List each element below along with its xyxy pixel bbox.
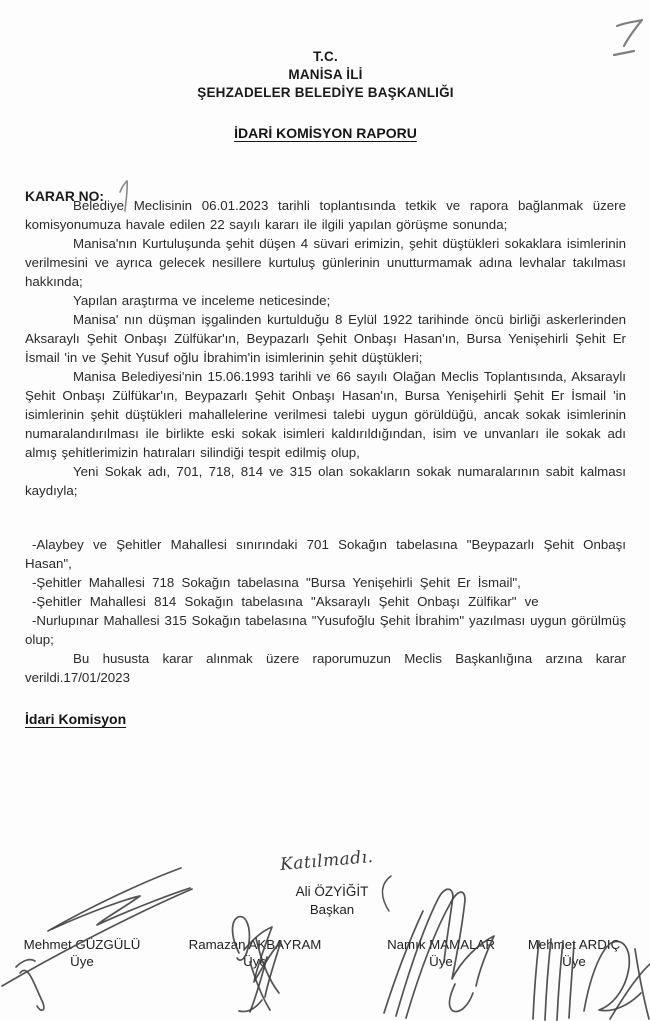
chairman-name: Ali ÖZYİĞİT (295, 884, 369, 899)
paragraph-street-numbers: Yeni Sokak adı, 701, 718, 814 ve 315 olan sokakların sokak numaralarının sabit kalması kaydıyla; (25, 464, 626, 498)
report-title: İDARİ KOMİSYON RAPORU (234, 125, 417, 141)
member-role: Üye (243, 954, 267, 969)
chairman-block (250, 884, 414, 918)
member-role: Üye (70, 954, 94, 969)
member-name: Mehmet ARDIÇ (527, 937, 621, 952)
letterhead (25, 48, 626, 102)
letterhead-tc: T.C. (313, 49, 338, 64)
report-content (25, 0, 626, 729)
member-role: Üye (562, 954, 586, 969)
committee-heading: İdari Komisyon (25, 711, 127, 727)
street-item-701: -Alaybey ve Şehitler Mahallesi sınırındaki 701 Sokağın tabelasına "Beypazarlı Şehit Onbaşı Hasan", (25, 537, 626, 571)
street-naming-list (25, 535, 626, 649)
street-item-814: -Şehitler Mahallesi 814 Sokağın tabelasına "Aksaraylı Şehit Onbaşı Zülfikar" ve (32, 594, 539, 609)
member-role: Üye (429, 954, 453, 969)
paragraph-meeting: Belediye Meclisinin 06.01.2023 tarihli toplantısında tetkik ve rapora bağlanmak üzere komisyonumuza havale edilen 22 sayılı kararı ile ilgili yapılan görüşme sonunda; (25, 198, 626, 232)
member-block-guzgulu (0, 936, 164, 970)
member-block-akbayram (169, 936, 341, 970)
chairman-absent-note: Katılmadı. (279, 846, 375, 876)
closing-paragraph: Bu hususta karar alınmak üzere raporumuzun Meclis Başkanlığına arzına karar verildi.17/01/2023 (25, 651, 626, 685)
member-name: Namık MAMALAR (387, 937, 495, 952)
letterhead-municipality: ŞEHZADELER BELEDİYE BAŞKANLIĞI (197, 85, 454, 100)
decision-number-row (25, 178, 626, 204)
member-name: Ramazan AKBAYRAM (188, 937, 322, 952)
letterhead-province: MANİSA İLİ (288, 67, 363, 82)
paragraph-history-1922: Manisa' nın düşman işgalinden kurtulduğu 8 Eylül 1922 tarihinde öncü birliği askerlerinden Aksaraylı Şehit Onbaşı Zülfükar'ın, Beypazarlı Şehit Onbaşı Hasan'ın, Bursa Yenişehirli Şehit Er İsmail 'in ve Şehit Yusuf oğlu İbrahim'in isimlerinin şehit düştükleri; (25, 312, 626, 365)
decision-number-label: KARAR NO: (25, 189, 104, 204)
street-item-718: -Şehitler Mahallesi 718 Sokağın tabelasına "Bursa Yenişehirli Şehit Er İsmail", (32, 575, 521, 590)
chairman-role: Başkan (309, 902, 355, 917)
member-block-ardic (500, 936, 648, 970)
paragraph-council-1993: Manisa Belediyesi'nin 15.06.1993 tarihli ve 66 sayılı Olağan Meclis Toplantısında, Aksaraylı Şehit Onbaşı Zülfükar'ın, Beypazarlı Şehit Onbaşı Hasan'ın, Bursa Yenişehirli Şehit Er İsmail 'in isimlerinin şehit düştükleri mahallelerine verilmesi talebi uygun görüldüğü, ancak sokak isimlerinin numaralandırılması ile birlikte eski sokak isimleri kaldırıldığından, isim ve unvanları ile sokak adı almış şehitlerimizin hatıraları silindiği tespit edilmiş olup, (25, 369, 626, 460)
paragraph-subject: Manisa'nın Kurtuluşunda şehit düşen 4 süvari erimizin, şehit düştükleri sokaklara isimlerinin verilmesini ve ayrıca gelecek nesillere kurtuluş günlerinin unutturmamak adına levhalar takılması hakkında; (25, 236, 626, 289)
member-name: Mehmet GÜZGÜLÜ (23, 937, 141, 952)
street-item-315: -Nurlupınar Mahallesi 315 Sokağın tabelasına "Yusufoğlu Şehit İbrahim" yazılması uygun görülmüş olup; (25, 613, 626, 647)
paragraph-examination: Yapılan araştırma ve inceleme neticesinde; (73, 293, 331, 308)
